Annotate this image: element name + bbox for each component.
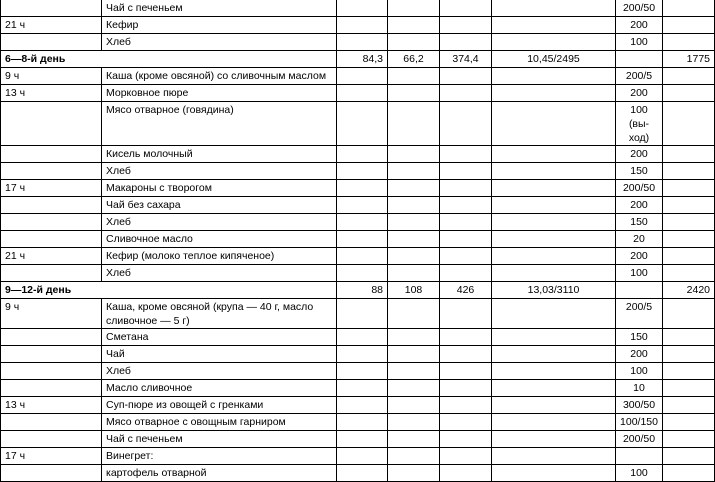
- table-row: [1, 0, 715, 17]
- table-row: [1, 102, 715, 146]
- value-cell: [388, 146, 440, 163]
- value-cell: [440, 265, 492, 282]
- table-row: [1, 265, 715, 282]
- value-cell: [492, 397, 616, 414]
- value-cell: [440, 248, 492, 265]
- value-cell: [337, 180, 388, 197]
- amount-cell: 100: [616, 363, 663, 380]
- dish-cell: Чай: [102, 346, 337, 363]
- value-cell: [388, 163, 440, 180]
- value-cell: [388, 265, 440, 282]
- value-cell: [492, 163, 616, 180]
- value-cell: [492, 448, 616, 465]
- amount-cell: 200: [616, 248, 663, 265]
- value-cell: [388, 17, 440, 34]
- value-cell: [337, 448, 388, 465]
- value-cell: [440, 102, 492, 146]
- value-cell: [388, 380, 440, 397]
- value-cell: [337, 17, 388, 34]
- value-cell: [337, 146, 388, 163]
- time-cell: [1, 265, 102, 282]
- total-cell: [663, 17, 715, 34]
- total-cell: [663, 329, 715, 346]
- value-cell: [492, 465, 616, 482]
- value-cell: [388, 363, 440, 380]
- value-cell: [492, 102, 616, 146]
- time-cell: [1, 146, 102, 163]
- value-cell: [440, 380, 492, 397]
- total-cell: [663, 0, 715, 17]
- value-cell: [388, 465, 440, 482]
- value-cell: [492, 346, 616, 363]
- value-cell: [492, 265, 616, 282]
- value-cell: [388, 448, 440, 465]
- time-cell: [1, 163, 102, 180]
- time-cell: 9 ч: [1, 299, 102, 329]
- value-cell: [492, 146, 616, 163]
- amount-cell: 200/50: [616, 431, 663, 448]
- total-cell: [663, 180, 715, 197]
- total-cell: [663, 397, 715, 414]
- carb-value: 426: [440, 282, 492, 299]
- dish-cell: Чай с печеньем: [102, 0, 337, 17]
- value-cell: [388, 102, 440, 146]
- value-cell: [337, 265, 388, 282]
- table-row: [1, 380, 715, 397]
- value-cell: [337, 329, 388, 346]
- fat-value: 66,2: [388, 51, 440, 68]
- value-cell: [440, 465, 492, 482]
- dish-cell: Морковное пюре: [102, 85, 337, 102]
- dish-cell: Чай с печеньем: [102, 431, 337, 448]
- amount-cell: 100 (вы- ход): [616, 102, 663, 146]
- table-row: [1, 85, 715, 102]
- time-cell: 13 ч: [1, 397, 102, 414]
- total-cell: [663, 163, 715, 180]
- value-cell: [337, 380, 388, 397]
- value-cell: [492, 380, 616, 397]
- amount-cell: 150: [616, 329, 663, 346]
- value-cell: [388, 0, 440, 17]
- value-cell: [388, 197, 440, 214]
- value-cell: [440, 397, 492, 414]
- value-cell: [337, 465, 388, 482]
- time-cell: [1, 231, 102, 248]
- total-cell: [663, 465, 715, 482]
- value-cell: [492, 180, 616, 197]
- time-cell: 17 ч: [1, 180, 102, 197]
- time-cell: [1, 431, 102, 448]
- value-cell: [492, 17, 616, 34]
- value-cell: [388, 431, 440, 448]
- value-cell: [492, 248, 616, 265]
- value-cell: [337, 85, 388, 102]
- time-cell: [1, 363, 102, 380]
- protein-value: 88: [337, 282, 388, 299]
- value-cell: [337, 414, 388, 431]
- time-cell: [1, 465, 102, 482]
- total-cell: [663, 448, 715, 465]
- value-cell: [492, 197, 616, 214]
- time-cell: [1, 102, 102, 146]
- total-cell: [663, 34, 715, 51]
- amount-cell: 200: [616, 197, 663, 214]
- total-cell: [663, 68, 715, 85]
- dish-cell: Каша, кроме овсяной (крупа — 40 г, масло сливочное — 5 г): [102, 299, 337, 329]
- total-cell: [663, 214, 715, 231]
- day-label: 6—8-й день: [1, 51, 337, 68]
- value-cell: [492, 85, 616, 102]
- amount-cell: 10: [616, 380, 663, 397]
- dish-cell: Сливочное масло: [102, 231, 337, 248]
- dish-cell: Хлеб: [102, 163, 337, 180]
- dish-cell: Кисель молочный: [102, 146, 337, 163]
- amount-cell: 200/50: [616, 0, 663, 17]
- amount-cell: 100: [616, 34, 663, 51]
- value-cell: [388, 214, 440, 231]
- table-row: [1, 248, 715, 265]
- value-cell: [337, 363, 388, 380]
- time-cell: 13 ч: [1, 85, 102, 102]
- value-cell: [440, 180, 492, 197]
- value-cell: [440, 231, 492, 248]
- dish-cell: Сметана: [102, 329, 337, 346]
- value-cell: [440, 163, 492, 180]
- value-cell: [440, 214, 492, 231]
- value-cell: [440, 414, 492, 431]
- amount-cell: 100/150: [616, 414, 663, 431]
- value-cell: [337, 248, 388, 265]
- amount-cell: 100: [616, 265, 663, 282]
- dish-cell: Хлеб: [102, 214, 337, 231]
- table-row: [1, 414, 715, 431]
- table-row: [1, 448, 715, 465]
- amount-cell: 150: [616, 163, 663, 180]
- time-cell: [1, 214, 102, 231]
- amount-cell: 150: [616, 214, 663, 231]
- value-cell: [388, 346, 440, 363]
- dish-cell: Винегрет:: [102, 448, 337, 465]
- value-cell: [440, 431, 492, 448]
- table-row: [1, 197, 715, 214]
- value-cell: [388, 299, 440, 329]
- value-cell: [337, 299, 388, 329]
- time-cell: [1, 34, 102, 51]
- day-label: 9—12-й день: [1, 282, 337, 299]
- value-cell: [388, 85, 440, 102]
- time-cell: 21 ч: [1, 248, 102, 265]
- total-cell: [663, 197, 715, 214]
- dish-cell: Кефир: [102, 17, 337, 34]
- table-row: [1, 68, 715, 85]
- table-row: [1, 397, 715, 414]
- total-cell: [663, 265, 715, 282]
- total-cell: [663, 299, 715, 329]
- value-cell: [388, 180, 440, 197]
- value-cell: [388, 34, 440, 51]
- dish-cell: Хлеб: [102, 34, 337, 51]
- dish-cell: Хлеб: [102, 363, 337, 380]
- energy-value: 10,45/2495: [492, 51, 616, 68]
- value-cell: [388, 248, 440, 265]
- table-row: [1, 214, 715, 231]
- time-cell: [1, 0, 102, 17]
- value-cell: [440, 85, 492, 102]
- amount-cell: [616, 282, 663, 299]
- amount-cell: 300/50: [616, 397, 663, 414]
- total-cell: [663, 231, 715, 248]
- value-cell: [440, 146, 492, 163]
- value-cell: [440, 448, 492, 465]
- total-cell: [663, 414, 715, 431]
- value-cell: [492, 414, 616, 431]
- table-row: [1, 431, 715, 448]
- value-cell: [337, 34, 388, 51]
- amount-cell: 200/50: [616, 180, 663, 197]
- table-row: [1, 163, 715, 180]
- value-cell: [337, 0, 388, 17]
- dish-cell: Кефир (молоко теплое кипяченое): [102, 248, 337, 265]
- value-cell: [337, 68, 388, 85]
- value-cell: [337, 346, 388, 363]
- time-cell: [1, 346, 102, 363]
- table-row: [1, 465, 715, 482]
- value-cell: [337, 163, 388, 180]
- value-cell: [440, 68, 492, 85]
- time-cell: [1, 414, 102, 431]
- table-row: [1, 329, 715, 346]
- table-row: [1, 17, 715, 34]
- dish-cell: Суп-пюре из овощей с гренками: [102, 397, 337, 414]
- day-summary-row: [1, 51, 715, 68]
- table-row: [1, 231, 715, 248]
- total-cell: [663, 346, 715, 363]
- time-cell: [1, 380, 102, 397]
- value-cell: [440, 329, 492, 346]
- table-row: [1, 346, 715, 363]
- value-cell: [337, 431, 388, 448]
- total-value: 2420: [663, 282, 715, 299]
- value-cell: [337, 214, 388, 231]
- value-cell: [337, 197, 388, 214]
- amount-cell: 200: [616, 85, 663, 102]
- dish-cell: Мясо отварное с овощным гарниром: [102, 414, 337, 431]
- value-cell: [492, 299, 616, 329]
- value-cell: [492, 231, 616, 248]
- value-cell: [440, 34, 492, 51]
- total-cell: [663, 380, 715, 397]
- amount-cell: 20: [616, 231, 663, 248]
- value-cell: [388, 329, 440, 346]
- total-cell: [663, 85, 715, 102]
- value-cell: [388, 397, 440, 414]
- day-summary-row: [1, 282, 715, 299]
- protein-value: 84,3: [337, 51, 388, 68]
- value-cell: [388, 68, 440, 85]
- amount-cell: 200/5: [616, 68, 663, 85]
- value-cell: [388, 231, 440, 248]
- value-cell: [492, 431, 616, 448]
- amount-cell: 200/5: [616, 299, 663, 329]
- carb-value: 374,4: [440, 51, 492, 68]
- amount-cell: 200: [616, 17, 663, 34]
- value-cell: [440, 0, 492, 17]
- time-cell: [1, 329, 102, 346]
- dish-cell: Макароны с творогом: [102, 180, 337, 197]
- value-cell: [492, 34, 616, 51]
- amount-cell: 200: [616, 146, 663, 163]
- value-cell: [492, 363, 616, 380]
- value-cell: [440, 299, 492, 329]
- value-cell: [492, 0, 616, 17]
- value-cell: [337, 397, 388, 414]
- total-cell: [663, 248, 715, 265]
- time-cell: 9 ч: [1, 68, 102, 85]
- dish-cell: картофель отварной: [102, 465, 337, 482]
- dish-cell: Мясо отварное (говядина): [102, 102, 337, 146]
- value-cell: [440, 363, 492, 380]
- total-cell: [663, 431, 715, 448]
- dish-cell: Чай без сахара: [102, 197, 337, 214]
- time-cell: [1, 197, 102, 214]
- value-cell: [440, 17, 492, 34]
- value-cell: [492, 68, 616, 85]
- total-value: 1775: [663, 51, 715, 68]
- table-row: [1, 180, 715, 197]
- amount-cell: 200: [616, 346, 663, 363]
- value-cell: [492, 214, 616, 231]
- total-cell: [663, 102, 715, 146]
- table-row: [1, 363, 715, 380]
- value-cell: [337, 102, 388, 146]
- value-cell: [388, 414, 440, 431]
- table-row: [1, 34, 715, 51]
- total-cell: [663, 146, 715, 163]
- dish-cell: Хлеб: [102, 265, 337, 282]
- value-cell: [440, 346, 492, 363]
- time-cell: 21 ч: [1, 17, 102, 34]
- value-cell: [440, 197, 492, 214]
- dish-cell: Масло сливочное: [102, 380, 337, 397]
- value-cell: [492, 329, 616, 346]
- fat-value: 108: [388, 282, 440, 299]
- amount-cell: [616, 51, 663, 68]
- energy-value: 13,03/3110: [492, 282, 616, 299]
- amount-cell: 100: [616, 465, 663, 482]
- amount-cell: [616, 448, 663, 465]
- table-row: [1, 146, 715, 163]
- table-row: [1, 299, 715, 329]
- dish-cell: Каша (кроме овсяной) со сливочным маслом: [102, 68, 337, 85]
- total-cell: [663, 363, 715, 380]
- value-cell: [337, 231, 388, 248]
- time-cell: 17 ч: [1, 448, 102, 465]
